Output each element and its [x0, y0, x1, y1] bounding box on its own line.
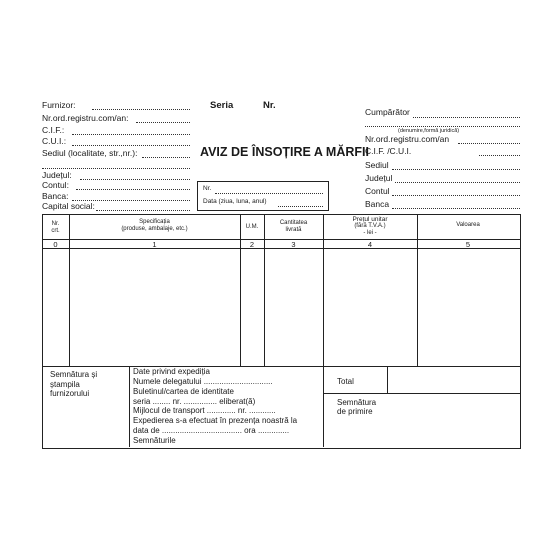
header-um: U.M. — [245, 224, 259, 230]
col-divider-5 — [417, 214, 418, 367]
col-divider-3 — [264, 214, 265, 367]
col-number-0: 0 — [53, 240, 58, 249]
cump-judetul-field[interactable] — [395, 182, 520, 183]
header-pret-line1: Prețul unitar — [352, 216, 388, 223]
furnizor-field[interactable] — [92, 109, 190, 110]
sediul-field-2[interactable] — [42, 168, 190, 169]
header-pret-line2: (fără T.V.A.) — [354, 223, 386, 229]
footer-divider-1 — [129, 366, 130, 447]
header-cant-line2: livrată — [285, 227, 302, 233]
datebox-data-field[interactable] — [278, 206, 323, 207]
capital-field[interactable] — [96, 210, 190, 211]
document-title: AVIZ DE ÎNSOȚIRE A MĂRFII — [200, 145, 369, 159]
judetul-field[interactable] — [80, 179, 190, 180]
total-label: Total — [337, 377, 354, 386]
col-number-5: 5 — [465, 240, 471, 249]
item-entry-area[interactable] — [70, 249, 240, 366]
cumparator-field[interactable] — [413, 117, 520, 118]
expeditie-semnaturile: Semnăturile — [133, 436, 176, 445]
cump-contul-label: Contul — [365, 186, 390, 196]
cump-banca-field[interactable] — [392, 208, 520, 209]
semn-primire-line2: de primire — [337, 407, 373, 416]
cif-field[interactable] — [72, 134, 190, 135]
cump-cif-cui-field[interactable] — [479, 155, 520, 156]
col-number-3: 3 — [291, 240, 296, 249]
header-nr-crt-line2: crt. — [51, 228, 60, 234]
cif-label: C.I.F.: — [42, 125, 65, 135]
header-cantitatea — [264, 220, 323, 234]
header-nr-crt — [42, 221, 69, 235]
expeditie-title: Date privind expediția — [133, 367, 210, 376]
expeditie-prezenta: Expedierea s-a efectuat în prezența noastră la — [133, 416, 298, 425]
datebox-data-label: Data (ziua, luna, anul) — [203, 198, 267, 205]
header-spec-line1: Specificația — [139, 219, 170, 225]
cump-contul-field[interactable] — [392, 195, 520, 196]
header-pret-unitar — [323, 216, 417, 237]
col-divider-2 — [240, 214, 241, 367]
cump-banca-label: Banca — [365, 199, 390, 209]
header-pret-line3: - lei - — [363, 230, 377, 236]
expeditie-delegat: Numele delegatului ............................... — [133, 377, 273, 386]
furnizor-label: Furnizor: — [42, 100, 76, 110]
footer-divider-2 — [323, 366, 324, 447]
cumparator-label: Cumpărător — [365, 107, 410, 117]
date-box — [197, 181, 329, 211]
semn-furnizor-line1: Semnătura și — [50, 370, 98, 379]
col-number-2: 2 — [249, 240, 255, 249]
header-specificatia — [69, 219, 240, 233]
cump-nr-ord-label: Nr.ord.registru.com/an — [365, 134, 450, 144]
judetul-label: Județul: — [42, 170, 72, 180]
col-number-4: 4 — [367, 240, 373, 249]
nr-ord-label: Nr.ord.registru.com/an: — [42, 113, 129, 123]
semn-furnizor-line2: ștampila — [50, 380, 80, 389]
header-spec-line2: (produse, ambalaje, etc.) — [121, 226, 188, 232]
contul-label: Contul: — [42, 180, 69, 190]
expeditie-buletin: Buletinul/cartea de identitate — [133, 387, 234, 396]
header-valoarea: Valoarea — [456, 222, 480, 228]
semn-primire-line1: Semnătura — [337, 398, 377, 407]
cump-cif-cui-label: C.I.F. /C.U.I. — [365, 146, 412, 156]
cui-label: C.U.I.: — [42, 136, 67, 146]
cump-sediul-label: Sediul — [365, 160, 389, 170]
expeditie-data: data de .................................... ora .............. — [133, 426, 290, 435]
nr-label: Nr. — [263, 100, 276, 111]
banca-label: Banca: — [42, 191, 69, 201]
seria-label: Seria — [210, 100, 234, 111]
cump-sediul-field[interactable] — [392, 169, 520, 170]
nr-ord-field[interactable] — [136, 122, 190, 123]
total-value-field[interactable] — [388, 367, 519, 393]
datebox-nr-label: Nr. — [203, 185, 212, 192]
contul-field[interactable] — [76, 189, 190, 190]
col-number-1: 1 — [152, 240, 157, 249]
sediul-field[interactable] — [142, 157, 190, 158]
cumparator-field-2[interactable] — [365, 126, 520, 127]
datebox-nr-field[interactable] — [215, 193, 323, 194]
forma-juridica-note: (denumire,formă juridică) — [398, 128, 460, 134]
sediul-label: Sediul (localitate, str.,nr.): — [42, 148, 138, 158]
cui-field[interactable] — [72, 145, 190, 146]
header-nr-crt-line1: Nr. — [51, 221, 60, 227]
total-divider — [323, 393, 520, 394]
expeditie-transport: Mijlocul de transport ............. nr. ............ — [133, 406, 276, 415]
semn-furnizor-line3: furnizorului — [50, 389, 90, 398]
cump-nr-ord-field[interactable] — [458, 143, 520, 144]
cump-judetul-label: Județul — [365, 173, 393, 183]
capital-label: Capital social: — [42, 201, 95, 211]
expeditie-seria: seria ........ nr. ............... eliberat(ă) — [133, 397, 256, 406]
header-cant-line1: Cantitatea — [279, 220, 308, 226]
